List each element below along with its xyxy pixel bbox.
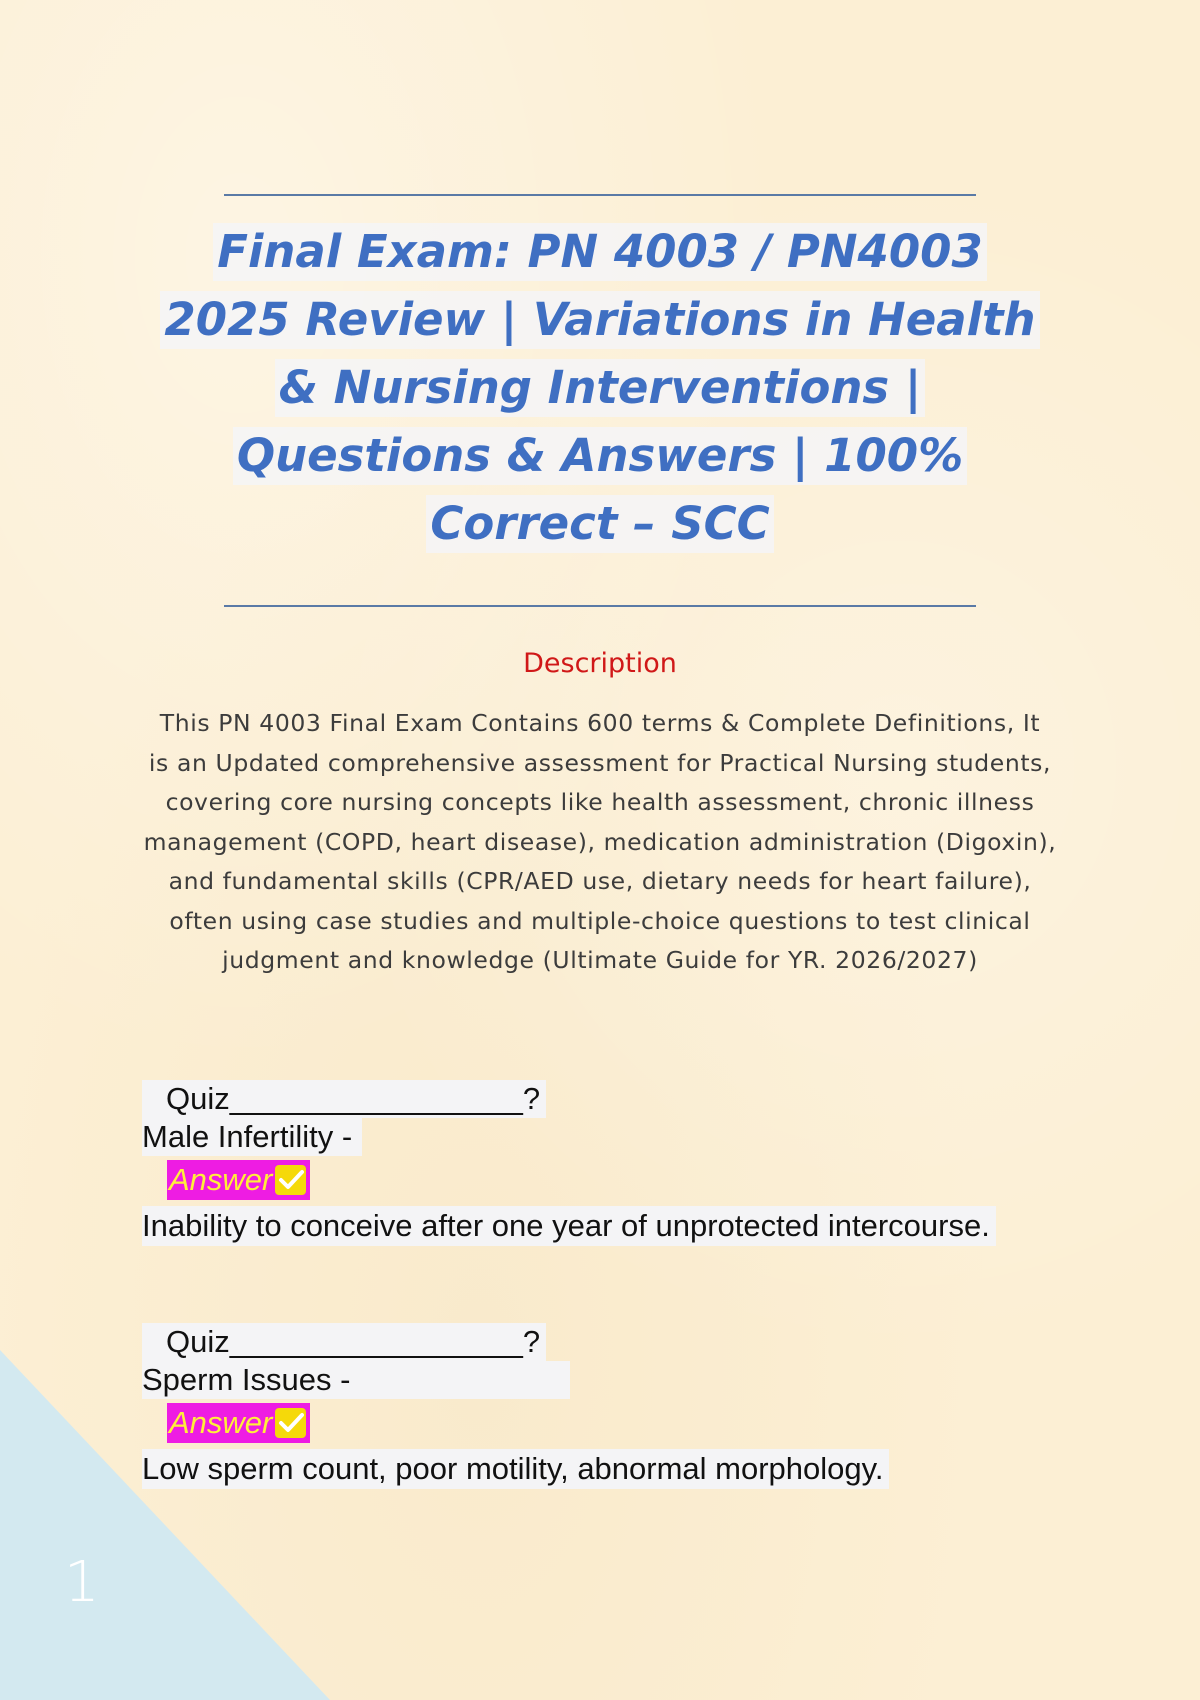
- quiz-term: Male Infertility -: [142, 1118, 362, 1156]
- description-line: This PN 4003 Final Exam Contains 600 terms & Complete Definitions, It: [159, 709, 1041, 737]
- quiz-label: Quiz_________________?: [142, 1323, 546, 1361]
- answer-text: Low sperm count, poor motility, abnormal morphology.: [142, 1449, 889, 1489]
- checkmark-icon: [274, 1163, 308, 1197]
- description-heading: Description: [523, 648, 677, 679]
- corner-decoration: [0, 1350, 330, 1700]
- description-line: is an Updated comprehensive assessment for Practical Nursing students,: [148, 748, 1052, 777]
- description-line: management (COPD, heart disease), medication administration (Digoxin),: [143, 827, 1057, 856]
- description-text: [130, 704, 1070, 981]
- answer-text: Inability to conceive after one year of unprotected intercourse.: [142, 1206, 996, 1246]
- answer-label: Answer: [169, 1162, 273, 1197]
- description-line: and fundamental skills (CPR/AED use, dietary needs for heart failure),: [168, 867, 1032, 895]
- answer-badge: [167, 1160, 310, 1200]
- quiz-label: Quiz_________________?: [142, 1080, 546, 1118]
- page-number: 1: [64, 1550, 100, 1615]
- title-line: 2025 Review | Variations in Health: [160, 291, 1039, 349]
- description-line: covering core nursing concepts like health assessment, chronic illness: [165, 788, 1035, 816]
- title-line: Correct – SCC: [426, 495, 773, 553]
- description-line: judgment and knowledge (Ultimate Guide for YR. 2026/2027): [222, 946, 978, 974]
- quiz-term: Sperm Issues -: [142, 1361, 570, 1399]
- title-line: & Nursing Interventions |: [275, 359, 926, 417]
- description-line: often using case studies and multiple-choice questions to test clinical: [169, 906, 1031, 935]
- top-divider: [224, 194, 976, 196]
- document-title: [150, 218, 1050, 558]
- title-line: Questions & Answers | 100%: [233, 427, 967, 485]
- bottom-divider: [224, 605, 976, 607]
- answer-label: Answer: [169, 1405, 273, 1440]
- title-line: Final Exam: PN 4003 / PN4003: [213, 223, 987, 281]
- qa-item: [142, 1080, 1042, 1246]
